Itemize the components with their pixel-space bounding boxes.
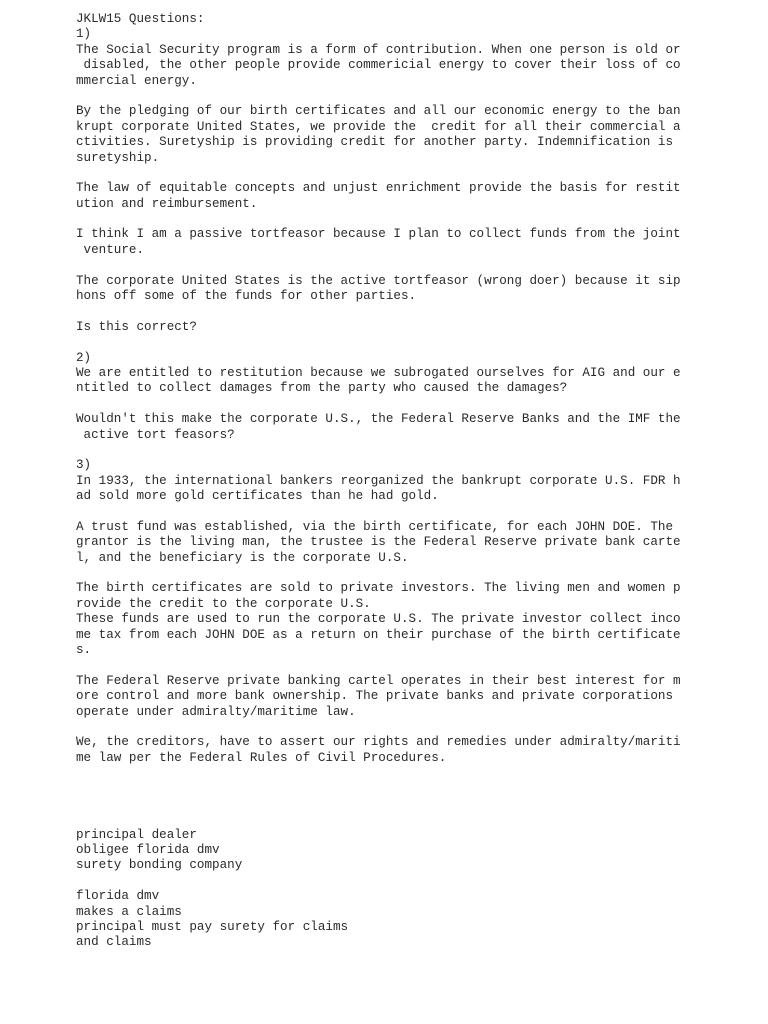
blank-line [76, 797, 681, 812]
text-line: The Federal Reserve private banking cartel operates in their best interest for m [76, 673, 681, 688]
blank-line [76, 658, 681, 673]
text-line: mmercial energy. [76, 73, 197, 88]
blank-line [76, 505, 681, 520]
blank-line [76, 258, 681, 273]
text-line: I think I am a passive tortfeasor because I plan to collect funds from the joint [76, 227, 681, 242]
text-line: principal dealer [76, 827, 197, 842]
text-line: 1) [76, 27, 92, 42]
text-line: surety bonding company [76, 858, 243, 873]
blank-line [76, 720, 681, 735]
text-line: The Social Security program is a form of contribution. When one person is old or [76, 42, 681, 57]
text-line: obligee florida dmv [76, 843, 220, 858]
blank-line [76, 212, 681, 227]
blank-line [76, 782, 681, 797]
text-line: and claims [76, 935, 152, 950]
text-line: suretyship. [76, 150, 160, 165]
blank-line [76, 566, 681, 581]
text-line: rovide the credit to the corporate U.S. [76, 596, 371, 611]
blank-line [76, 335, 681, 350]
text-line: 2) [76, 350, 92, 365]
blank-line [76, 89, 681, 104]
text-line: The birth certificates are sold to private investors. The living men and women p [76, 581, 681, 596]
text-line: The corporate United States is the active tortfeasor (wrong doer) because it sip [76, 273, 681, 288]
blank-line [76, 443, 681, 458]
text-line: operate under admiralty/maritime law. [76, 704, 356, 719]
text-line: ad sold more gold certificates than he had gold. [76, 489, 439, 504]
text-line: ctivities. Suretyship is providing credit for another party. Indemnification is [76, 135, 674, 150]
text-line: ntitled to collect damages from the party who caused the damages? [76, 381, 568, 396]
text-line: In 1933, the international bankers reorganized the bankrupt corporate U.S. FDR h [76, 473, 681, 488]
text-line: l, and the beneficiary is the corporate U.S. [76, 550, 409, 565]
text-line: Is this correct? [76, 319, 197, 334]
text-line: JKLW15 Questions: [76, 12, 205, 26]
document-text [76, 12, 681, 951]
text-line: ution and reimbursement. [76, 196, 258, 211]
text-line: grantor is the living man, the trustee is the Federal Reserve private bank carte [76, 535, 681, 550]
text-line: We are entitled to restitution because we subrogated ourselves for AIG and our e [76, 365, 681, 380]
text-line: By the pledging of our birth certificates and all our economic energy to the ban [76, 104, 681, 119]
text-line: me tax from each JOHN DOE as a return on their purchase of the birth certificate [76, 627, 681, 642]
blank-line [76, 766, 681, 781]
text-line: ore control and more bank ownership. The private banks and private corporations [76, 689, 674, 704]
text-line: hons off some of the funds for other parties. [76, 289, 417, 304]
blank-line [76, 397, 681, 412]
text-line: venture. [76, 242, 145, 257]
text-line: disabled, the other people provide commericial energy to cover their loss of co [76, 58, 681, 73]
text-line: The law of equitable concepts and unjust enrichment provide the basis for restit [76, 181, 681, 196]
text-line: principal must pay surety for claims [76, 920, 349, 935]
text-line: makes a claims [76, 904, 182, 919]
text-line: me law per the Federal Rules of Civil Procedures. [76, 750, 447, 765]
text-line: active tort feasors? [76, 427, 235, 442]
text-line: We, the creditors, have to assert our rights and remedies under admiralty/mariti [76, 735, 681, 750]
blank-line [76, 166, 681, 181]
text-line: s. [76, 643, 92, 658]
blank-line [76, 812, 681, 827]
text-line: krupt corporate United States, we provide the credit for all their commercial a [76, 119, 681, 134]
text-line: These funds are used to run the corporate U.S. The private investor collect inco [76, 612, 681, 627]
text-line: 3) [76, 458, 92, 473]
text-line: Wouldn't this make the corporate U.S., the Federal Reserve Banks and the IMF the [76, 412, 681, 427]
blank-line [76, 304, 681, 319]
text-line: florida dmv [76, 889, 160, 904]
text-line: A trust fund was established, via the birth certificate, for each JOHN DOE. The [76, 519, 674, 534]
blank-line [76, 874, 681, 889]
